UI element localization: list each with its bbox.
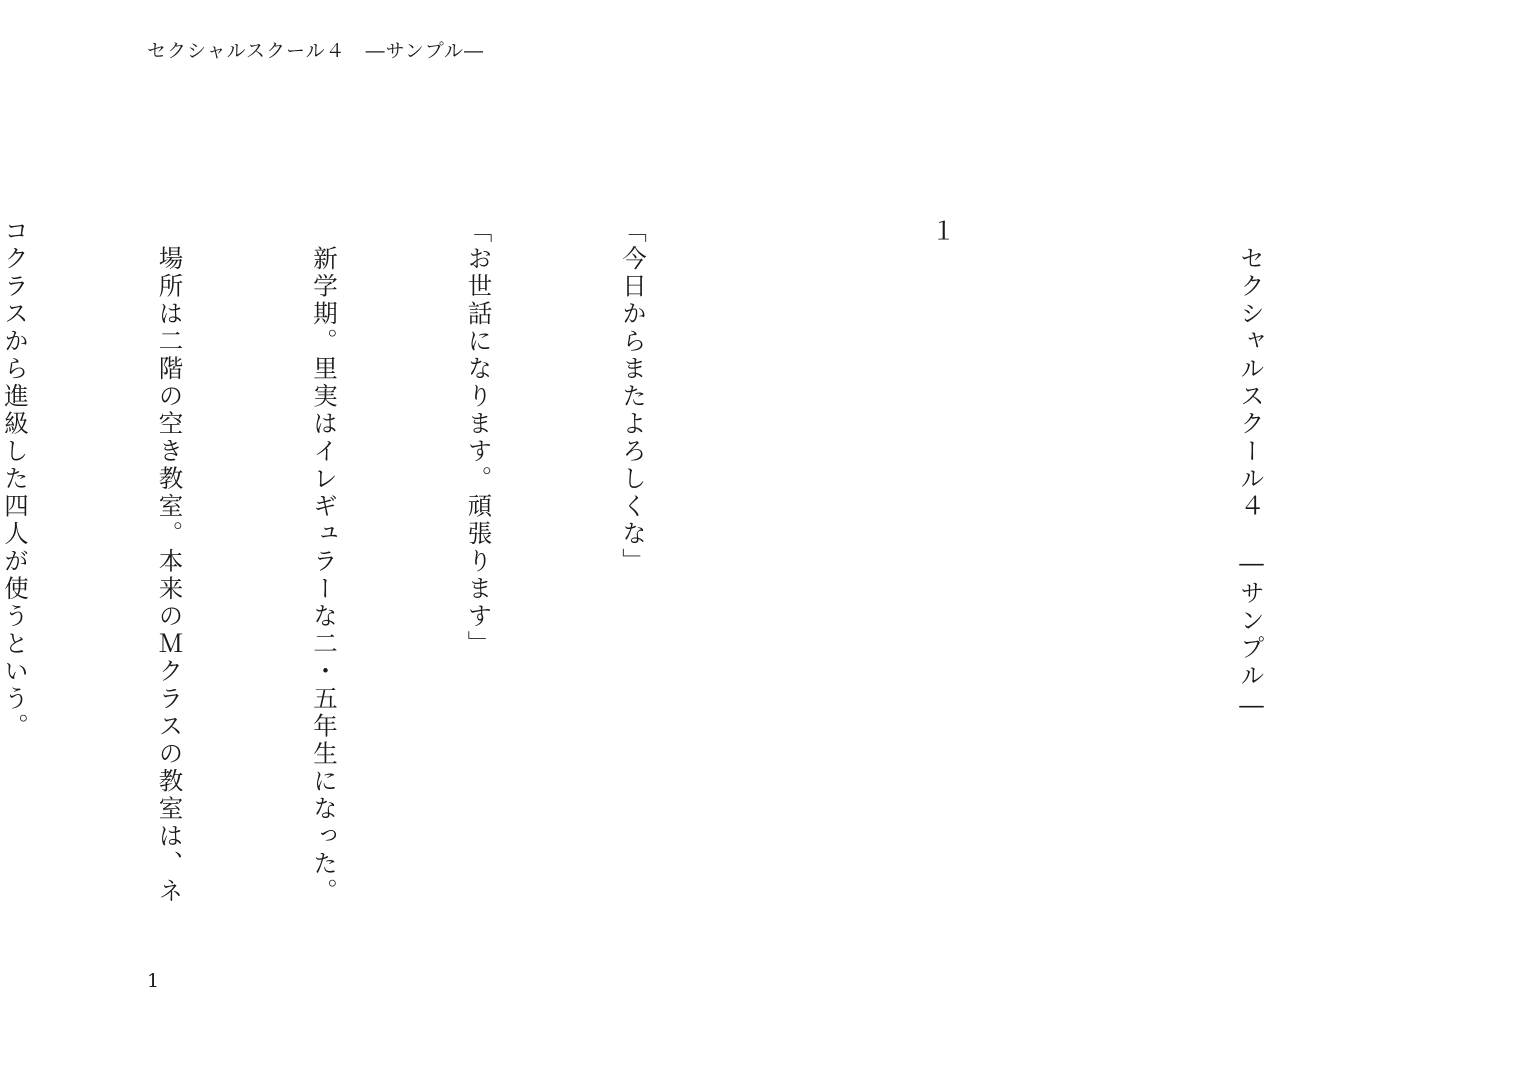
vertical-body-text [1,218,1380,906]
book-title-line: セクシャルスクール４ ―サンプル― [1237,218,1266,722]
text-line: コクラスから進級した四人が使うという。 [1,218,30,741]
blank-line [1071,218,1123,898]
blank-line [762,218,814,898]
running-header: セクシャルスクール４ ―サンプル― [147,40,484,62]
text-line: 「お世話になります。頑張ります」 [464,218,494,658]
text-line: 新学期。里実はイレギュラーな二・五年生になった。 [310,218,339,906]
chapter-number: １ [928,218,957,246]
text-line: 「今日からまたよろしくな」 [619,218,648,576]
text-line: 場所は二階の空き教室。本来のＭクラスの教室は、ネ [155,218,185,906]
page-number: 1 [147,970,160,992]
